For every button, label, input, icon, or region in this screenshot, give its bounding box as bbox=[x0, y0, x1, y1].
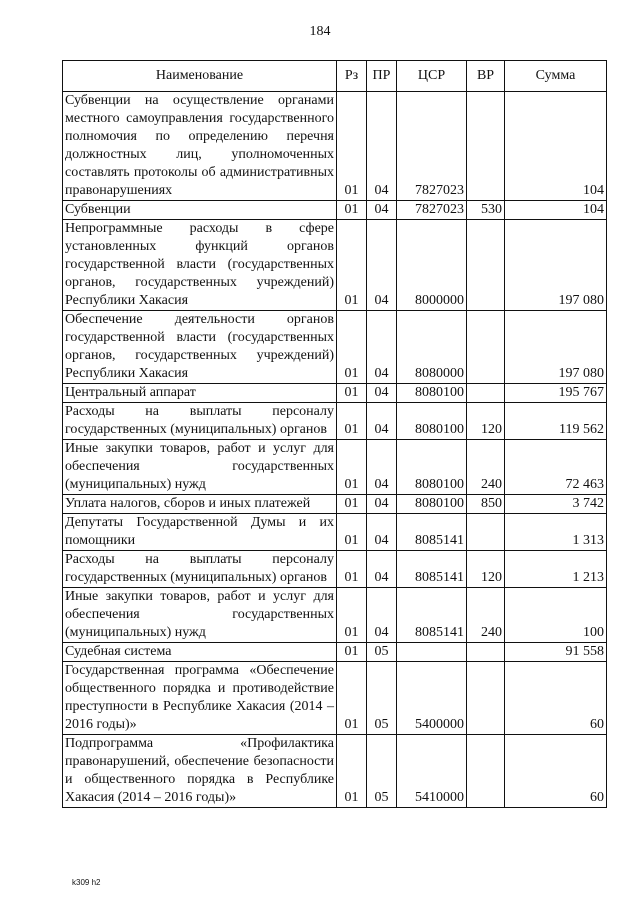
table-row bbox=[63, 495, 607, 514]
cell-vr: 120 bbox=[467, 403, 505, 440]
cell-sum: 72 463 bbox=[505, 440, 607, 495]
cell-rz: 01 bbox=[337, 643, 367, 662]
page-number: 184 bbox=[309, 24, 331, 39]
cell-csr: 8080100 bbox=[397, 495, 467, 514]
cell-csr: 8080100 bbox=[397, 384, 467, 403]
cell-pr: 04 bbox=[367, 201, 397, 220]
cell-sum: 104 bbox=[505, 92, 607, 201]
table-row bbox=[63, 643, 607, 662]
cell-sum: 60 bbox=[505, 662, 607, 735]
header-pr: ПР bbox=[367, 61, 397, 92]
table-row bbox=[63, 403, 607, 440]
cell-vr bbox=[467, 514, 505, 551]
table-body bbox=[63, 92, 607, 808]
cell-pr: 04 bbox=[367, 92, 397, 201]
cell-pr: 04 bbox=[367, 311, 397, 384]
cell-vr bbox=[467, 643, 505, 662]
cell-sum: 195 767 bbox=[505, 384, 607, 403]
cell-csr: 8080100 bbox=[397, 440, 467, 495]
cell-pr: 04 bbox=[367, 384, 397, 403]
cell-vr bbox=[467, 220, 505, 311]
cell-name: Подпрограмма «Профилактика правонарушений, обеспечение безопасности и общественного порядка в Республике Хакасия (2014 – 2016 годы)» bbox=[63, 735, 337, 808]
cell-sum: 91 558 bbox=[505, 643, 607, 662]
cell-name: Государственная программа «Обеспечение общественного порядка и противодействие преступности в Республике Хакасия (2014 – 2016 годы)» bbox=[63, 662, 337, 735]
cell-vr bbox=[467, 311, 505, 384]
cell-pr: 04 bbox=[367, 588, 397, 643]
header-sum: Сумма bbox=[505, 61, 607, 92]
cell-rz: 01 bbox=[337, 662, 367, 735]
table-row bbox=[63, 220, 607, 311]
cell-sum: 197 080 bbox=[505, 220, 607, 311]
table-row bbox=[63, 440, 607, 495]
cell-vr: 530 bbox=[467, 201, 505, 220]
cell-sum: 60 bbox=[505, 735, 607, 808]
cell-csr: 8000000 bbox=[397, 220, 467, 311]
cell-csr: 8080100 bbox=[397, 403, 467, 440]
cell-rz: 01 bbox=[337, 440, 367, 495]
cell-sum: 197 080 bbox=[505, 311, 607, 384]
cell-sum: 3 742 bbox=[505, 495, 607, 514]
cell-csr: 5410000 bbox=[397, 735, 467, 808]
cell-pr: 05 bbox=[367, 643, 397, 662]
cell-name: Уплата налогов, сборов и иных платежей bbox=[63, 495, 337, 514]
cell-name: Расходы на выплаты персоналу государственных (муниципальных) органов bbox=[63, 403, 337, 440]
cell-rz: 01 bbox=[337, 514, 367, 551]
cell-vr: 120 bbox=[467, 551, 505, 588]
cell-vr: 240 bbox=[467, 588, 505, 643]
cell-name: Иные закупки товаров, работ и услуг для обеспечения государственных (муниципальных) нужд bbox=[63, 588, 337, 643]
cell-name: Субвенции bbox=[63, 201, 337, 220]
cell-rz: 01 bbox=[337, 403, 367, 440]
cell-name: Центральный аппарат bbox=[63, 384, 337, 403]
cell-rz: 01 bbox=[337, 588, 367, 643]
cell-name: Обеспечение деятельности органов государственной власти (государственных органов, государственных учреждений) Республики Хакасия bbox=[63, 311, 337, 384]
cell-csr: 8085141 bbox=[397, 514, 467, 551]
cell-pr: 04 bbox=[367, 220, 397, 311]
table-row bbox=[63, 735, 607, 808]
budget-table bbox=[62, 60, 607, 808]
table-row bbox=[63, 311, 607, 384]
cell-sum: 1 213 bbox=[505, 551, 607, 588]
cell-rz: 01 bbox=[337, 92, 367, 201]
cell-csr: 7827023 bbox=[397, 201, 467, 220]
cell-rz: 01 bbox=[337, 201, 367, 220]
cell-rz: 01 bbox=[337, 495, 367, 514]
cell-csr: 8080000 bbox=[397, 311, 467, 384]
header-vr: ВР bbox=[467, 61, 505, 92]
table-row bbox=[63, 92, 607, 201]
cell-csr bbox=[397, 643, 467, 662]
cell-pr: 04 bbox=[367, 495, 397, 514]
cell-rz: 01 bbox=[337, 735, 367, 808]
cell-sum: 100 bbox=[505, 588, 607, 643]
cell-csr: 8085141 bbox=[397, 551, 467, 588]
cell-rz: 01 bbox=[337, 220, 367, 311]
table-header-row bbox=[63, 61, 607, 92]
cell-pr: 04 bbox=[367, 514, 397, 551]
cell-vr: 850 bbox=[467, 495, 505, 514]
cell-pr: 05 bbox=[367, 735, 397, 808]
cell-sum: 119 562 bbox=[505, 403, 607, 440]
cell-csr: 8085141 bbox=[397, 588, 467, 643]
cell-vr bbox=[467, 735, 505, 808]
cell-vr bbox=[467, 92, 505, 201]
cell-name: Непрограммные расходы в сфере установленных функций органов государственной власти (государственных органов, государственных учреждений) Республики Хакасия bbox=[63, 220, 337, 311]
table-row bbox=[63, 384, 607, 403]
cell-pr: 04 bbox=[367, 440, 397, 495]
header-rz: Рз bbox=[337, 61, 367, 92]
cell-csr: 7827023 bbox=[397, 92, 467, 201]
cell-vr bbox=[467, 384, 505, 403]
cell-name: Субвенции на осуществление органами местного самоуправления государственного полномочия по определению перечня должностных лиц, уполномоченных составлять протоколы об административных правонарушениях bbox=[63, 92, 337, 201]
table-row bbox=[63, 201, 607, 220]
header-csr: ЦСР bbox=[397, 61, 467, 92]
cell-vr: 240 bbox=[467, 440, 505, 495]
cell-name: Расходы на выплаты персоналу государственных (муниципальных) органов bbox=[63, 551, 337, 588]
cell-name: Судебная система bbox=[63, 643, 337, 662]
header-name: Наименование bbox=[63, 61, 337, 92]
cell-name: Иные закупки товаров, работ и услуг для обеспечения государственных (муниципальных) нужд bbox=[63, 440, 337, 495]
cell-pr: 04 bbox=[367, 403, 397, 440]
cell-rz: 01 bbox=[337, 311, 367, 384]
table-row bbox=[63, 514, 607, 551]
table-row bbox=[63, 662, 607, 735]
cell-name: Депутаты Государственной Думы и их помощники bbox=[63, 514, 337, 551]
cell-csr: 5400000 bbox=[397, 662, 467, 735]
cell-sum: 104 bbox=[505, 201, 607, 220]
cell-rz: 01 bbox=[337, 384, 367, 403]
cell-rz: 01 bbox=[337, 551, 367, 588]
cell-pr: 04 bbox=[367, 551, 397, 588]
table-row bbox=[63, 588, 607, 643]
footer-code: k309 h2 bbox=[72, 878, 101, 887]
cell-sum: 1 313 bbox=[505, 514, 607, 551]
table-row bbox=[63, 551, 607, 588]
cell-pr: 05 bbox=[367, 662, 397, 735]
cell-vr bbox=[467, 662, 505, 735]
